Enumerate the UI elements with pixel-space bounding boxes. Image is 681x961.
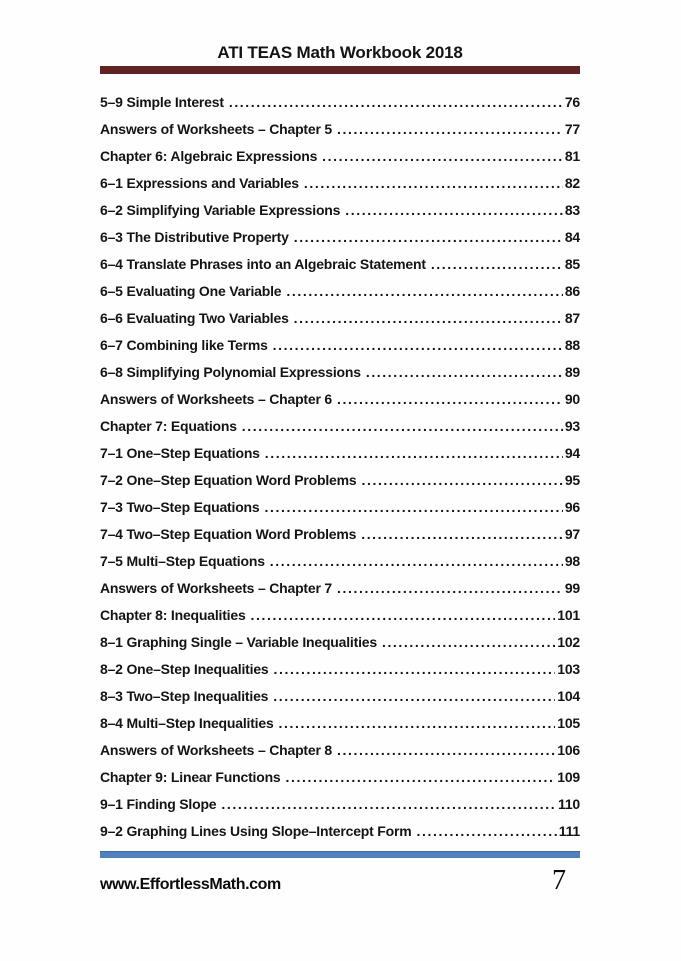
toc-entry [100, 467, 580, 494]
toc-entry [100, 710, 580, 737]
toc-entry-label: 9–1 Finding Slope [100, 796, 217, 812]
toc-entry-label: 8–2 One–Step Inequalities [100, 661, 269, 677]
toc-entry-label: 6–2 Simplifying Variable Expressions [100, 202, 341, 218]
toc-leader-dots [274, 656, 556, 683]
toc-entry-label: 8–1 Graphing Single – Variable Inequalities [100, 634, 377, 650]
toc-entry [100, 548, 580, 575]
toc-entry-label: 6–1 Expressions and Variables [100, 175, 299, 191]
toc-entry-label: 7–2 One–Step Equation Word Problems [100, 472, 357, 488]
toc-entry-page: 95 [564, 472, 580, 488]
toc-leader-dots [366, 359, 563, 386]
toc-leader-dots [286, 764, 556, 791]
toc-entry-page: 109 [557, 769, 580, 785]
toc-leader-dots [279, 710, 556, 737]
toc-entry-page: 105 [557, 715, 580, 731]
toc-leader-dots [345, 197, 563, 224]
toc-entry [100, 791, 580, 818]
toc-entry-page: 87 [564, 310, 580, 326]
toc-leader-dots [270, 548, 563, 575]
toc-entry [100, 251, 580, 278]
toc-entry [100, 575, 580, 602]
toc-entry-page: 102 [557, 634, 580, 650]
toc-leader-dots [294, 224, 563, 251]
toc-entry-label: 7–1 One–Step Equations [100, 445, 260, 461]
toc-leader-dots [242, 413, 563, 440]
toc-entry-label: Answers of Worksheets – Chapter 5 [100, 121, 332, 137]
toc-entry-page: 96 [564, 499, 580, 515]
toc-leader-dots [361, 467, 562, 494]
toc-entry-label: 8–4 Multi–Step Inequalities [100, 715, 274, 731]
toc-entry-label: Chapter 6: Algebraic Expressions [100, 148, 318, 164]
toc-entry-label: 6–3 The Distributive Property [100, 229, 289, 245]
toc-entry-label: 6–4 Translate Phrases into an Algebraic Statement [100, 256, 426, 272]
toc-entry-label: 7–3 Two–Step Equations [100, 499, 260, 515]
toc-entry-page: 89 [564, 364, 580, 380]
toc-entry-label: 6–6 Evaluating Two Variables [100, 310, 289, 326]
toc-leader-dots [322, 143, 563, 170]
footer-rule [100, 851, 580, 858]
page-header [100, 43, 580, 74]
toc-entry-label: 7–4 Two–Step Equation Word Problems [100, 526, 357, 542]
toc-entry [100, 224, 580, 251]
toc-entry-page: 84 [564, 229, 580, 245]
toc-entry-page: 93 [564, 418, 580, 434]
toc-entry-label: Chapter 9: Linear Functions [100, 769, 281, 785]
toc-entry [100, 764, 580, 791]
toc-entry-page: 110 [558, 796, 580, 812]
toc-entry-label: 6–7 Combining like Terms [100, 337, 268, 353]
toc-leader-dots [431, 251, 563, 278]
toc-entry-page: 98 [564, 553, 580, 569]
toc-entry-page: 101 [557, 607, 580, 623]
toc-entry [100, 197, 580, 224]
toc-entry-label: Answers of Worksheets – Chapter 6 [100, 391, 332, 407]
toc-entry [100, 602, 580, 629]
toc-entry-page: 97 [564, 526, 580, 542]
toc-entry-page: 85 [564, 256, 580, 272]
toc-entry [100, 683, 580, 710]
toc-leader-dots [229, 89, 563, 116]
footer-website: www.EffortlessMath.com [100, 876, 281, 893]
toc-leader-dots [294, 305, 563, 332]
toc-entry-page: 81 [564, 148, 580, 164]
toc-entry-page: 99 [564, 580, 580, 596]
toc-leader-dots [337, 386, 563, 413]
book-title: ATI TEAS Math Workbook 2018 [217, 43, 463, 62]
toc-entry-page: 94 [564, 445, 580, 461]
toc-entry-page: 90 [564, 391, 580, 407]
toc-leader-dots [265, 440, 563, 467]
toc-leader-dots [337, 737, 555, 764]
toc-entry-page: 111 [558, 823, 580, 839]
toc-entry [100, 359, 580, 386]
toc-entry-label: 9–2 Graphing Lines Using Slope–Intercept Form [100, 823, 412, 839]
toc-entry [100, 656, 580, 683]
toc-entry [100, 386, 580, 413]
page-content [100, 0, 580, 897]
toc-entry-page: 104 [557, 688, 580, 704]
toc-entry [100, 413, 580, 440]
toc-entry-label: 5–9 Simple Interest [100, 94, 224, 110]
toc-entry-page: 86 [564, 283, 580, 299]
toc-entry-page: 82 [564, 175, 580, 191]
toc-leader-dots [337, 116, 563, 143]
toc-leader-dots [265, 494, 563, 521]
toc-entry-label: Answers of Worksheets – Chapter 8 [100, 742, 332, 758]
toc-leader-dots [286, 278, 562, 305]
toc-leader-dots [273, 332, 563, 359]
toc-leader-dots [304, 170, 563, 197]
page-footer [100, 865, 580, 897]
toc-leader-dots [221, 791, 556, 818]
toc-entry-page: 88 [564, 337, 580, 353]
toc-list [100, 89, 580, 845]
toc-leader-dots [382, 629, 555, 656]
toc-entry [100, 170, 580, 197]
toc-entry [100, 629, 580, 656]
toc-leader-dots [337, 575, 563, 602]
toc-leader-dots [273, 683, 555, 710]
toc-entry [100, 818, 580, 845]
page-number: 7 [552, 865, 566, 896]
toc-entry [100, 440, 580, 467]
toc-entry-label: 8–3 Two–Step Inequalities [100, 688, 269, 704]
toc-entry [100, 89, 580, 116]
toc-entry-label: Answers of Worksheets – Chapter 7 [100, 580, 332, 596]
toc-entry-page: 83 [564, 202, 580, 218]
toc-entry-label: Chapter 7: Equations [100, 418, 237, 434]
toc-entry-label: 6–5 Evaluating One Variable [100, 283, 282, 299]
toc-leader-dots [417, 818, 557, 845]
toc-entry [100, 737, 580, 764]
toc-entry [100, 494, 580, 521]
toc-entry-label: 6–8 Simplifying Polynomial Expressions [100, 364, 361, 380]
toc-entry-page: 103 [557, 661, 580, 677]
toc-leader-dots [361, 521, 563, 548]
toc-leader-dots [251, 602, 556, 629]
toc-entry [100, 116, 580, 143]
toc-entry [100, 278, 580, 305]
toc-entry [100, 143, 580, 170]
toc-entry-label: 7–5 Multi–Step Equations [100, 553, 265, 569]
toc-entry-page: 77 [564, 121, 580, 137]
toc-entry [100, 521, 580, 548]
toc-entry [100, 305, 580, 332]
toc-entry-label: Chapter 8: Inequalities [100, 607, 246, 623]
toc-entry-page: 106 [557, 742, 580, 758]
toc-entry-page: 76 [564, 94, 580, 110]
header-rule [100, 66, 580, 74]
toc-entry [100, 332, 580, 359]
